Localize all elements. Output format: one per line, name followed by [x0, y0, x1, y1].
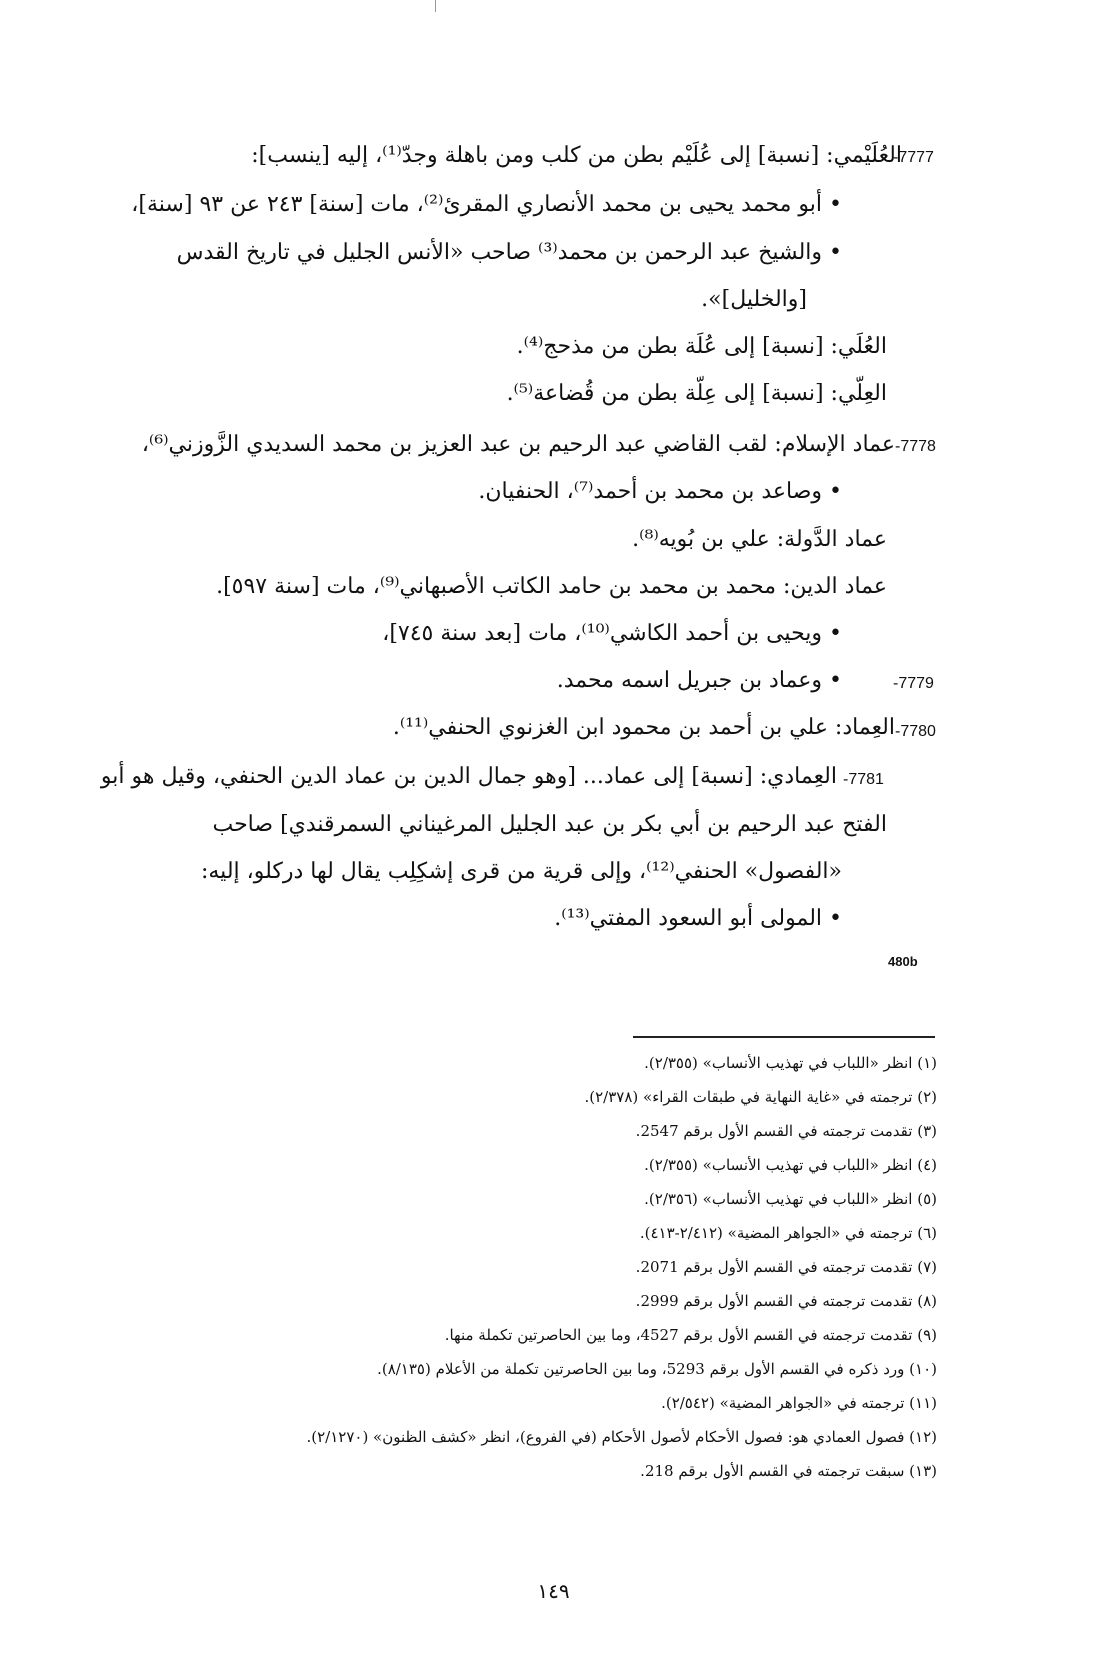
footnote: (٤) انظر «اللباب في تهذيب الأنساب» (٢/٣٥٥).	[644, 1156, 937, 1174]
entry-line: • والشيخ عبد الرحمن بن محمد⁽³⁾ صاحب «الأنس الجليل في تاريخ القدس	[176, 240, 842, 265]
folio-marker: 480b	[888, 954, 918, 969]
entry-line: • ويحيى بن أحمد الكاشي⁽¹⁰⁾، مات [بعد سنة ٧٤٥]،	[382, 621, 842, 646]
entry-heading: عماد الدَّولة: علي بن بُويه⁽⁸⁾.	[632, 527, 887, 552]
entry-line: • وعماد بن جبريل اسمه محمد.	[556, 668, 842, 693]
entry-heading: عماد الدين: محمد بن محمد بن حامد الكاتب الأصبهاني⁽⁹⁾، مات [سنة ٥٩٧].	[216, 574, 887, 599]
footnote: (٩) تقدمت ترجمته في القسم الأول برقم 4527، وما بين الحاصرتين تكملة منها.	[444, 1326, 937, 1344]
entry-heading: العُلَيْمي: [نسبة] إلى عُلَيْم بطن من كلب ومن باهلة وجدّ⁽¹⁾، إليه [ينسب]:	[251, 143, 902, 168]
scan-mark	[435, 0, 436, 12]
entry-line: • المولى أبو السعود المفتي⁽¹³⁾.	[554, 906, 842, 931]
entry-number: -7779	[893, 675, 934, 692]
entry-line: • وصاعد بن محمد بن أحمد⁽⁷⁾، الحنفيان.	[478, 479, 842, 504]
footnote: (١) انظر «اللباب في تهذيب الأنساب» (٢/٣٥٥).	[644, 1054, 937, 1072]
entry-number: -7781	[843, 771, 884, 788]
entry-heading: العُلَي: [نسبة] إلى عُلَة بطن من مذحج⁽⁴⁾.	[516, 334, 887, 359]
footnote: (٧) تقدمت ترجمته في القسم الأول برقم 2071.	[635, 1258, 937, 1276]
footnote: (٣) تقدمت ترجمته في القسم الأول برقم 2547.	[635, 1122, 937, 1140]
entry-heading: العِمادي: [نسبة] إلى عماد... [وهو جمال الدين بن عماد الدين الحنفي، وقيل هو أبو	[100, 764, 837, 789]
footnote-divider	[633, 1036, 935, 1038]
entry-number: -7780	[895, 723, 936, 740]
entry-line: الفتح عبد الرحيم بن أبي بكر بن عبد الجليل المرغيناني السمرقندي] صاحب	[212, 812, 887, 837]
footnote: (١٠) ورد ذكره في القسم الأول برقم 5293، وما بين الحاصرتين تكملة من الأعلام (٨/١٣٥).	[377, 1360, 937, 1378]
entry-line: «الفصول» الحنفي⁽¹²⁾، وإلى قرية من قرى إشكِلِب يقال لها دركلو، إليه:	[200, 859, 842, 884]
entry-line: [والخليل]».	[701, 287, 807, 312]
entry-heading: عماد الإسلام: لقب القاضي عبد الرحيم بن عبد العزيز بن محمد السديدي الزَّوزني⁽⁶⁾،	[141, 432, 895, 457]
entry-heading: العِلّي: [نسبة] إلى عِلّة بطن من قُضاعة⁽⁵⁾.	[506, 381, 887, 406]
footnote: (٥) انظر «اللباب في تهذيب الأنساب» (٢/٣٥٦).	[644, 1190, 937, 1208]
footnote: (٦) ترجمته في «الجواهر المضية» (٢/٤١٢-٤١٣).	[639, 1224, 937, 1242]
entry-number: -7778	[895, 438, 936, 455]
page-number: ١٤٩	[537, 1579, 570, 1603]
entry-heading: العِماد: علي بن أحمد بن محمود ابن الغزنوي الحنفي⁽¹¹⁾.	[392, 715, 895, 740]
footnote: (١٣) سبقت ترجمته في القسم الأول برقم 218.	[640, 1462, 937, 1480]
footnote: (١١) ترجمته في «الجواهر المضية» (٢/٥٤٢).	[661, 1394, 937, 1412]
footnote: (١٢) فصول العمادي هو: فصول الأحكام لأصول الأحكام (في الفروع)، انظر «كشف الظنون» (٢/١٢٧٠).	[306, 1428, 937, 1446]
entry-line: • أبو محمد يحيى بن محمد الأنصاري المقرئ⁽²⁾، مات [سنة] ٢٤٣ عن ٩٣ [سنة]،	[131, 192, 842, 217]
entry-number: -7777	[893, 149, 934, 166]
footnote: (٨) تقدمت ترجمته في القسم الأول برقم 2999.	[635, 1292, 937, 1310]
footnote: (٢) ترجمته في «غاية النهاية في طبقات القراء» (٢/٣٧٨).	[584, 1088, 937, 1106]
